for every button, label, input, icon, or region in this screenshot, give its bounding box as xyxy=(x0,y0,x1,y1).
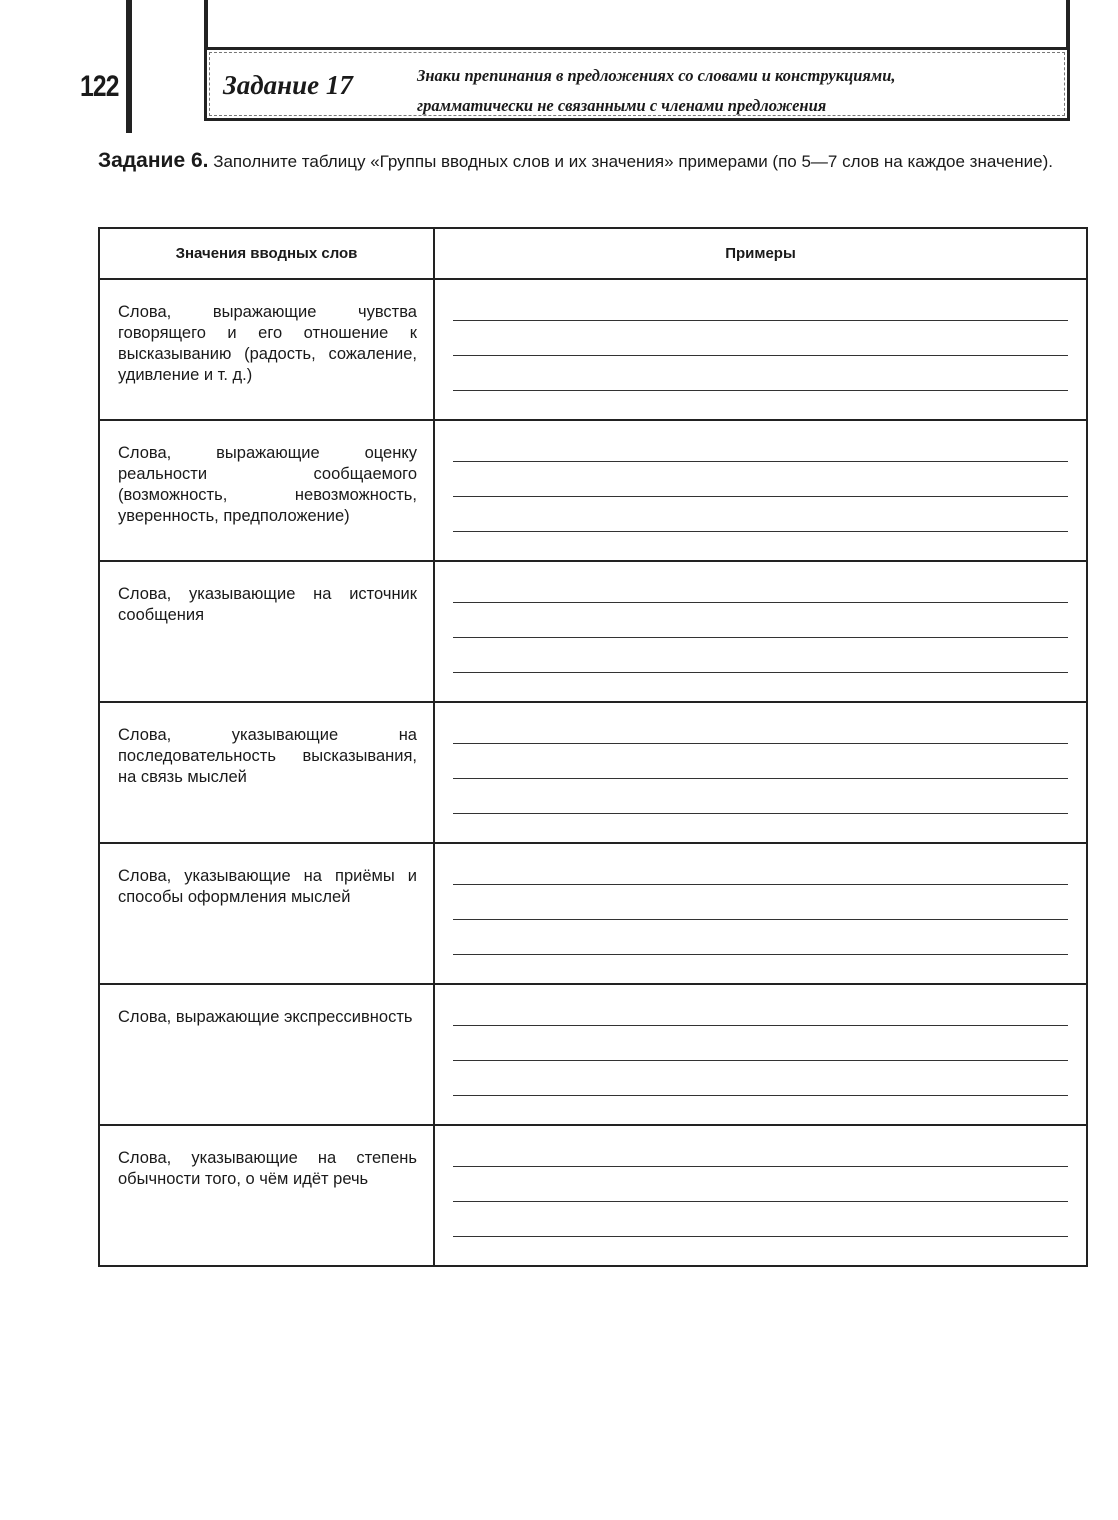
answer-line[interactable] xyxy=(453,1167,1068,1202)
answer-line[interactable] xyxy=(453,586,1068,603)
header-connector-rule xyxy=(204,0,208,48)
table-row xyxy=(99,279,1087,420)
answer-line[interactable] xyxy=(453,638,1068,673)
answer-line[interactable] xyxy=(453,1061,1068,1096)
examples-cell[interactable] xyxy=(435,703,1086,814)
answer-line[interactable] xyxy=(453,462,1068,497)
table-row xyxy=(99,843,1087,984)
answer-line[interactable] xyxy=(453,885,1068,920)
answer-line[interactable] xyxy=(453,920,1068,955)
answer-line[interactable] xyxy=(453,321,1068,356)
page-number: 122 xyxy=(80,70,119,103)
answer-line[interactable] xyxy=(453,1009,1068,1026)
examples-cell[interactable] xyxy=(435,280,1086,391)
examples-cell[interactable] xyxy=(435,562,1086,673)
chapter-topic-line2: грамматически не связанными с членами предложения xyxy=(417,96,827,115)
answer-line[interactable] xyxy=(453,603,1068,638)
answer-line[interactable] xyxy=(453,1202,1068,1237)
table-row xyxy=(99,561,1087,702)
answer-line[interactable] xyxy=(453,744,1068,779)
answer-line[interactable] xyxy=(453,727,1068,744)
intro-words-table xyxy=(98,227,1088,1267)
answer-line[interactable] xyxy=(453,497,1068,532)
left-margin-rule-upper xyxy=(126,0,132,133)
meaning-cell: Слова, указывающие на источник сообщения xyxy=(118,585,417,624)
chapter-topic xyxy=(417,61,1067,121)
column-header-examples: Примеры xyxy=(434,228,1087,279)
chapter-topic-line1: Знаки препинания в предложениях со словами и конструкциями, xyxy=(417,66,896,85)
table-row xyxy=(99,1125,1087,1266)
examples-cell[interactable] xyxy=(435,844,1086,955)
answer-line[interactable] xyxy=(453,1026,1068,1061)
answer-line[interactable] xyxy=(453,1150,1068,1167)
examples-cell[interactable] xyxy=(435,985,1086,1096)
answer-line[interactable] xyxy=(453,445,1068,462)
meaning-cell: Слова, указывающие на приёмы и способы оформления мыслей xyxy=(118,867,417,906)
answer-line[interactable] xyxy=(453,304,1068,321)
answer-line[interactable] xyxy=(453,356,1068,391)
exercise-text: Заполните таблицу «Группы вводных слов и их значения» примерами (по 5—7 слов на каждое значение). xyxy=(213,152,1053,171)
header-right-rule xyxy=(1066,0,1070,48)
answer-line[interactable] xyxy=(453,868,1068,885)
table-row xyxy=(99,984,1087,1125)
exercise-instruction xyxy=(98,150,1086,173)
examples-cell[interactable] xyxy=(435,1126,1086,1237)
examples-cell[interactable] xyxy=(435,421,1086,532)
table-row xyxy=(99,420,1087,561)
meaning-cell: Слова, указывающие на последовательность высказывания, на связь мыслей xyxy=(118,726,417,786)
meaning-cell: Слова, выражающие чувства говорящего и его отношение к высказыванию (радость, сожаление, удивление и т. д.) xyxy=(118,303,417,384)
answer-line[interactable] xyxy=(453,779,1068,814)
table-row xyxy=(99,702,1087,843)
meaning-cell: Слова, выражающие оценку реальности сообщаемого (возможность, невозможность, уверенность, предположение) xyxy=(118,444,417,525)
column-header-meanings: Значения вводных слов xyxy=(99,228,434,279)
chapter-task-label: Задание 17 xyxy=(223,70,353,100)
exercise-number: Задание 6. xyxy=(98,149,209,172)
meaning-cell: Слова, выражающие экспрессивность xyxy=(118,1008,413,1026)
chapter-header xyxy=(204,47,1070,121)
meaning-cell: Слова, указывающие на степень обычности того, о чём идёт речь xyxy=(118,1149,417,1188)
